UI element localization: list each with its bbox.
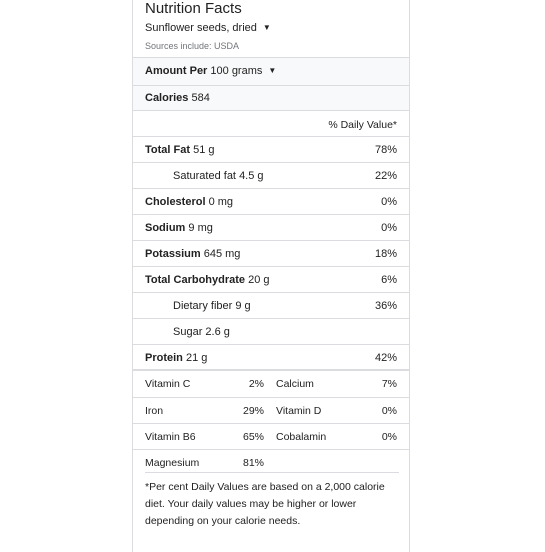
nutrient-amount: 4.5 g (239, 170, 264, 182)
nutrient-label: Cholesterol (145, 196, 206, 208)
nutrient-label: Sodium (145, 222, 186, 234)
nutrient-pct: 78% (374, 144, 397, 156)
vitamin-name: Vitamin B6 (145, 431, 196, 443)
nutrient-amount: 20 g (248, 274, 270, 286)
vitamin-pct: 81% (242, 457, 264, 469)
nutrient-pct: 0% (381, 222, 397, 234)
nutrient-row-potassium (133, 240, 409, 267)
nutrient-amount: 9 mg (188, 222, 213, 234)
nutrient-amount: 0 mg (208, 196, 234, 208)
calories-row (145, 92, 210, 104)
nutrient-label: Saturated fat (173, 170, 236, 182)
nutrient-row-cholesterol (133, 188, 409, 215)
calories-label: Calories (145, 92, 189, 104)
nutrient-row-protein (133, 344, 409, 371)
nutrient-label: Sugar (173, 326, 203, 338)
nutrition-title: Nutrition Facts (145, 0, 242, 17)
vitamin-name: Vitamin C (145, 378, 191, 390)
vitamin-pct: 2% (248, 378, 264, 390)
nutrient-pct: 36% (374, 300, 397, 312)
nutrient-label: Total Fat (145, 144, 191, 156)
nutrient-row-sodium (133, 214, 409, 241)
nutrient-row-total-carbohydrate (133, 266, 409, 293)
serving-selector[interactable] (145, 65, 276, 77)
daily-value-header: % Daily Value* (328, 119, 397, 131)
vitamin-name: Cobalamin (276, 431, 327, 443)
food-selector[interactable] (145, 22, 271, 34)
nutrient-pct: 18% (374, 248, 397, 260)
nutrition-facts-card (132, 0, 410, 552)
amount-value: 100 grams (210, 65, 263, 77)
nutrient-row-dietary-fiber (133, 292, 409, 319)
caret-down-icon: ▼ (262, 23, 271, 32)
calories-value: 584 (191, 92, 210, 104)
nutrient-row-total-fat (133, 136, 409, 163)
source-note: Sources include: USDA (145, 41, 240, 51)
nutrient-pct: 42% (374, 352, 397, 364)
vitamin-name: Calcium (276, 378, 314, 390)
vitamin-name: Iron (145, 405, 164, 417)
nutrient-amount: 645 mg (203, 248, 241, 260)
nutrient-label: Protein (145, 352, 183, 364)
nutrient-pct: 0% (381, 196, 397, 208)
vitamin-pct: 0% (381, 431, 397, 443)
vitamin-row (133, 371, 409, 397)
vitamin-name: Magnesium (145, 457, 200, 469)
daily-value-footnote: *Per cent Daily Values are based on a 2,000 calorie diet. Your daily values may be higher or lower depending on your calorie needs. (145, 472, 399, 530)
nutrient-amount: 2.6 g (205, 326, 230, 338)
vitamin-pct: 65% (242, 431, 264, 443)
vitamin-pct: 29% (242, 405, 264, 417)
amount-label: Amount Per (145, 65, 208, 77)
vitamin-row (133, 397, 409, 424)
nutrient-row-sugar (133, 318, 409, 345)
food-name: Sunflower seeds, dried (145, 22, 257, 34)
nutrient-label: Total Carbohydrate (145, 274, 246, 286)
vitamin-row (133, 423, 409, 450)
nutrient-pct: 6% (381, 274, 397, 286)
vitamin-pct: 7% (381, 378, 397, 390)
vitamin-pct: 0% (381, 405, 397, 417)
nutrient-amount: 51 g (193, 144, 215, 156)
divider (133, 110, 409, 111)
vitamin-name: Vitamin D (276, 405, 322, 417)
caret-down-icon: ▼ (268, 66, 277, 75)
nutrient-pct: 22% (374, 170, 397, 182)
nutrient-label: Potassium (145, 248, 201, 260)
nutrient-row-saturated-fat (133, 162, 409, 189)
nutrient-amount: 9 g (235, 300, 251, 312)
nutrient-amount: 21 g (185, 352, 208, 364)
nutrient-label: Dietary fiber (173, 300, 233, 312)
